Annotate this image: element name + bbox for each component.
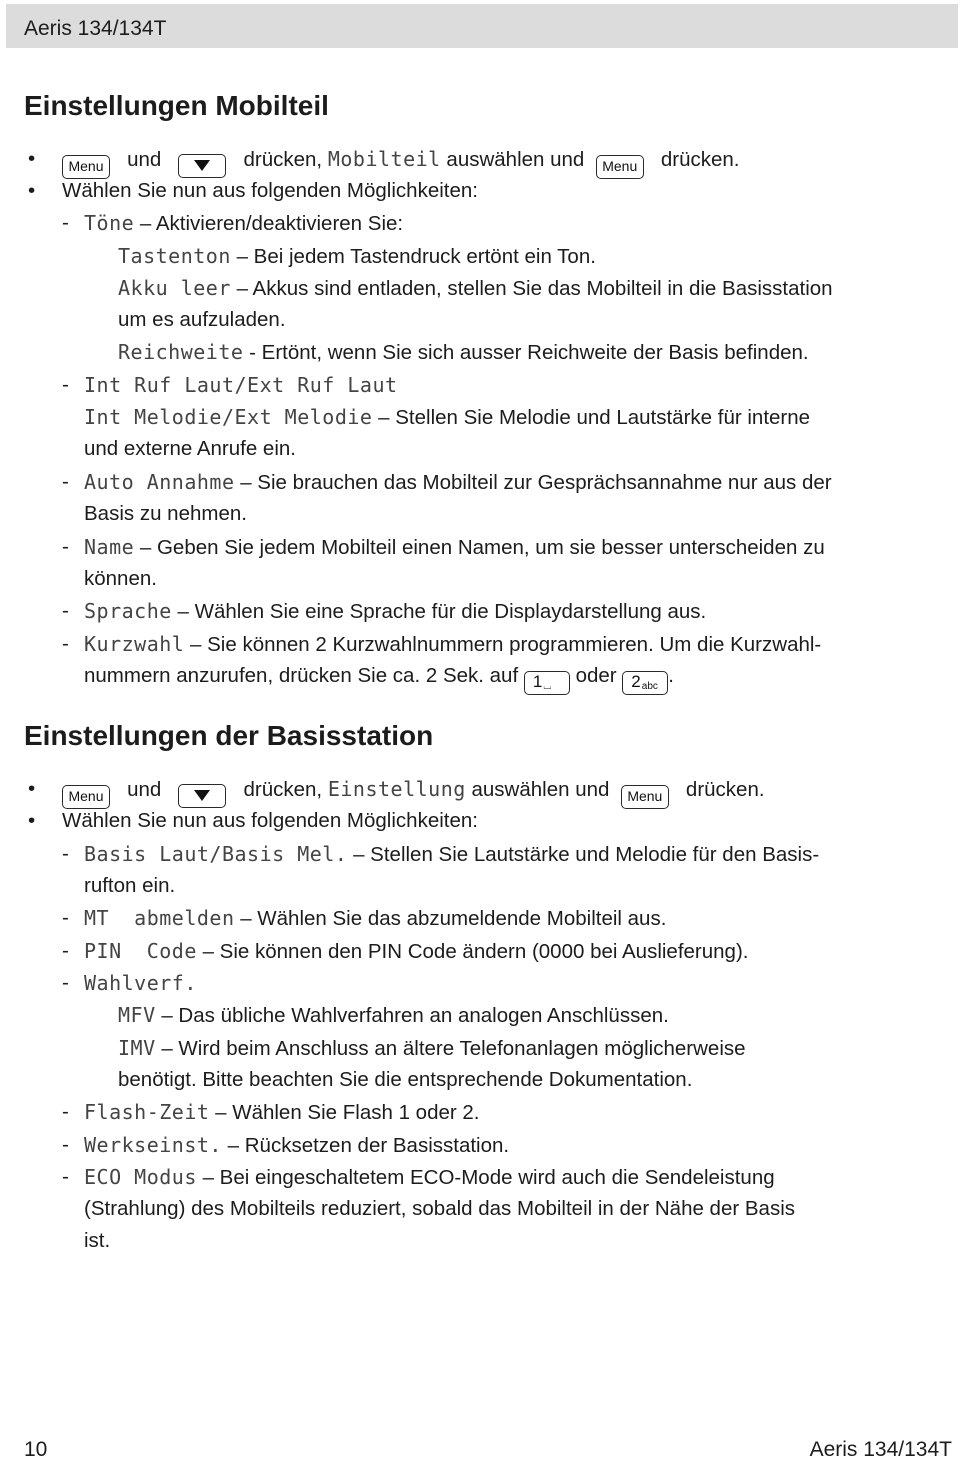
menu-key-icon: Menu (621, 785, 669, 809)
lcd-label: MFV (118, 1003, 156, 1027)
text: – Stellen Sie Lautstärke und Melodie für den Basis- (353, 843, 820, 866)
text-line: Wählen Sie nun aus folgenden Möglichkeiten: (62, 809, 478, 832)
text-line: Wählen Sie nun aus folgenden Möglichkeiten: (62, 179, 478, 202)
section-title-basisstation: Einstellungen der Basisstation (24, 720, 434, 751)
lcd-label: Wahlverf. (84, 971, 197, 995)
text-line: um es aufzuladen. (118, 308, 286, 331)
text-line: Basis zu nehmen. (84, 502, 247, 525)
lcd-label: Int Ruf Laut/Ext Ruf Laut (84, 373, 398, 397)
header-bar (6, 4, 958, 48)
lcd-label: Int Melodie/Ext Melodie (84, 405, 373, 429)
lcd-label: Kurzwahl (84, 632, 185, 656)
section-title-mobilteil: Einstellungen Mobilteil (24, 90, 329, 121)
text: drücken, (243, 778, 323, 801)
text: – Das übliche Wahlverfahren an analogen Anschlüssen. (161, 1004, 669, 1027)
dash: - (62, 632, 69, 655)
key-2-icon (622, 671, 668, 695)
option-eco-modus (84, 1161, 775, 1194)
bullet: • (28, 777, 36, 800)
dash: - (62, 842, 69, 865)
kurzwahl-cont (84, 660, 674, 695)
option-akku (118, 272, 833, 305)
text-line: rufton ein. (84, 874, 176, 897)
key-sub: ⌴ (543, 681, 552, 692)
text: – Wählen Sie Flash 1 oder 2. (215, 1101, 480, 1124)
text: auswählen und (471, 778, 610, 801)
text: – Stellen Sie Melodie und Lautstärke für interne (378, 406, 811, 429)
text-line: und externe Anrufe ein. (84, 437, 296, 460)
lcd-label: Basis Laut/Basis Mel. (84, 842, 348, 866)
text: – Wird beim Anschluss an ältere Telefonanlagen möglicherweise (161, 1037, 746, 1060)
option-basis (84, 838, 819, 871)
text: – Geben Sie jedem Mobilteil einen Namen, um sie besser unterscheiden zu (139, 536, 825, 559)
text-line: können. (84, 567, 157, 590)
text: – Sie können 2 Kurzwahlnummern programmieren. Um die Kurzwahl- (190, 633, 822, 656)
option-flash-zeit (84, 1096, 480, 1129)
dash: - (62, 1133, 69, 1156)
option-sprache (84, 595, 706, 628)
lcd-label: Mobilteil (327, 147, 441, 171)
option-intruf (84, 369, 398, 402)
text: – Sie brauchen das Mobilteil zur Gesprächsannahme nur aus der (240, 471, 832, 494)
dash: - (62, 373, 69, 396)
option-name (84, 531, 825, 564)
instruction-line (62, 143, 739, 179)
option-toene (84, 207, 403, 240)
dash: - (62, 470, 69, 493)
text: – Rücksetzen der Basisstation. (227, 1134, 510, 1157)
lcd-label: Sprache (84, 599, 172, 623)
dash: - (62, 1100, 69, 1123)
option-mt-abmelden (84, 902, 666, 935)
text: und (127, 778, 162, 801)
text: – Sie können den PIN Code ändern (0000 bei Auslieferung). (202, 940, 749, 963)
option-reichweite (118, 336, 809, 369)
instruction-line (62, 773, 765, 809)
dash: - (62, 906, 69, 929)
option-werkseinst (84, 1129, 509, 1162)
text: – Aktivieren/deaktivieren Sie: (139, 212, 404, 235)
text: drücken, (243, 148, 323, 171)
text: und (127, 148, 162, 171)
page-number: 10 (24, 1438, 48, 1461)
lcd-label: IMV (118, 1036, 156, 1060)
option-mfv (118, 999, 669, 1032)
dash: - (62, 211, 69, 234)
dash: - (62, 971, 69, 994)
text: drücken. (685, 778, 765, 801)
triangle-down-icon (194, 160, 210, 171)
lcd-label: Flash-Zeit (84, 1100, 210, 1124)
lcd-label: Reichweite (118, 340, 244, 364)
lcd-label: Name (84, 535, 135, 559)
option-pin-code (84, 935, 748, 968)
text: – Bei eingeschaltetem ECO-Mode wird auch die Sendeleistung (202, 1166, 775, 1189)
header-title: Aeris 134/134T (24, 17, 167, 40)
menu-key-icon: Menu (62, 155, 110, 179)
text: - Ertönt, wenn Sie sich ausser Reichweite der Basis befinden. (249, 341, 809, 364)
option-intmelodie (84, 401, 810, 434)
lcd-label: Werkseinst. (84, 1133, 222, 1157)
option-wahlverf (84, 967, 197, 1000)
triangle-down-icon (194, 790, 210, 801)
text: auswählen und (446, 148, 585, 171)
footer-model: Aeris 134/134T (809, 1438, 952, 1461)
lcd-label: Auto Annahme (84, 470, 235, 494)
text: – Akkus sind entladen, stellen Sie das Mobilteil in die Basisstation (236, 277, 833, 300)
lcd-label: Tastenton (118, 244, 231, 268)
dash: - (62, 1165, 69, 1188)
text-line: ist. (84, 1229, 111, 1252)
key-1-icon (524, 671, 570, 695)
text: – Wählen Sie das abzumeldende Mobilteil aus. (240, 907, 667, 930)
key-sub: abc (641, 681, 658, 692)
bullet: • (28, 179, 36, 202)
key-digit: 1 (532, 672, 543, 691)
bullet: • (28, 809, 36, 832)
text: – Bei jedem Tastendruck ertönt ein Ton. (236, 245, 596, 268)
text-line: benötigt. Bitte beachten Sie die entsprechende Dokumentation. (118, 1068, 693, 1091)
bullet: • (28, 147, 36, 170)
lcd-label: MT abmelden (84, 906, 235, 930)
lcd-label: PIN Code (84, 939, 197, 963)
menu-key-icon: Menu (596, 155, 644, 179)
option-auto-annahme (84, 466, 832, 499)
text: nummern anzurufen, drücken Sie ca. 2 Sek. auf (84, 664, 519, 687)
menu-key-icon: Menu (62, 785, 110, 809)
text-line: (Strahlung) des Mobilteils reduziert, sobald das Mobilteil in der Nähe der Basis (84, 1197, 796, 1220)
dash: - (62, 599, 69, 622)
option-imv (118, 1032, 746, 1065)
lcd-label: Akku leer (118, 276, 231, 300)
dash: - (62, 939, 69, 962)
lcd-label: Töne (84, 211, 135, 235)
key-digit: 2 (631, 672, 641, 691)
lcd-label: ECO Modus (84, 1165, 197, 1189)
text: – Wählen Sie eine Sprache für die Displaydarstellung aus. (177, 600, 707, 623)
text: drücken. (660, 148, 740, 171)
option-kurzwahl (84, 628, 821, 661)
text: oder (575, 664, 617, 687)
lcd-label: Einstellung (327, 777, 466, 801)
option-tastenton (118, 240, 596, 273)
dash: - (62, 535, 69, 558)
text: . (668, 664, 674, 687)
